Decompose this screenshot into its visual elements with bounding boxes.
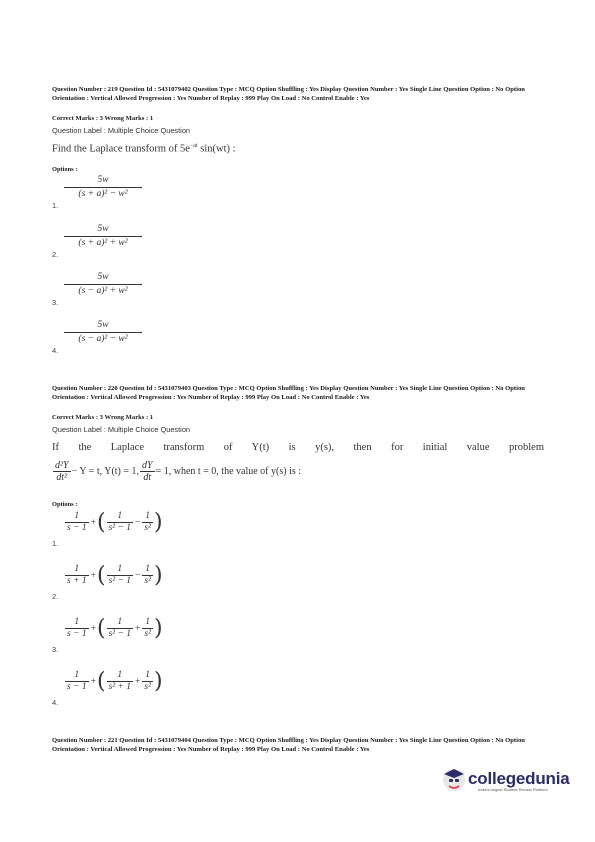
option-number: 3. [52, 645, 59, 654]
options-heading-219: Options : [52, 166, 78, 173]
question-text-219-sup: −at [189, 143, 198, 149]
option-expression: 1 s − 1 + ( 1 s² − 1 − 1 s² ) [67, 509, 163, 535]
term-a-den: s − 1 [67, 523, 87, 533]
term-a-den: s + 1 [67, 576, 87, 586]
brand-tagline: India's largest Student Review Platform [478, 787, 548, 792]
term-c-den: s² [144, 682, 151, 692]
numerator: 5w [97, 320, 109, 330]
option-number: 1. [52, 539, 59, 548]
option-number: 3. [52, 298, 59, 307]
option-fraction [64, 272, 142, 297]
second-derivative [53, 460, 71, 483]
question-text-220: If the Laplace transform of Y(t) is y(s), then for initial value problem [52, 442, 544, 453]
term-c-den: s² [144, 629, 151, 639]
term-b-num: 1 [117, 564, 123, 574]
option-fraction [64, 320, 142, 345]
option-expression: 1 s + 1 + ( 1 s² − 1 − 1 s² ) [67, 562, 163, 588]
term-b-den: s² − 1 [108, 523, 132, 533]
operator: − [135, 570, 141, 581]
term-b-den: s² − 1 [108, 629, 132, 639]
operator: + [135, 623, 141, 634]
term-c-num: 1 [145, 511, 151, 521]
term-a-num: 1 [74, 670, 80, 680]
numerator: 5w [97, 175, 109, 185]
term-a-num: 1 [74, 511, 80, 521]
option-fraction [64, 175, 142, 200]
question-meta-220: Question Number : 220 Question Id : 5431079403 Question Type : MCQ Option Shuffling : Yes Display Question Number : Yes Single Line Question Option : No Option Orientation : Vertical Allowed Progression : Yes Number of Replay : 999 Play On Load : No Control Enable : Yes [52, 385, 525, 401]
term-b-num: 1 [117, 511, 123, 521]
term-b-den: s² − 1 [108, 576, 132, 586]
question-label-220: Question Label : Multiple Choice Question [52, 425, 191, 434]
eq-middle: − Y = t, Y(t) = 1, [71, 466, 140, 477]
operator: − [135, 517, 141, 528]
denominator: (s − a)² − w² [78, 334, 128, 344]
term-c-den: s² [144, 576, 151, 586]
collegedunia-logo [440, 765, 570, 793]
question-text-219 [52, 143, 236, 155]
eq-numerator: d²Y [55, 460, 69, 471]
option-fraction [64, 224, 142, 249]
term-c-den: s² [144, 523, 151, 533]
question-meta-219: Question Number : 219 Question Id : 5431079402 Question Type : MCQ Option Shuffling : Yes Display Question Number : Yes Single Line Question Option : No Option Orientation : Vertical Allowed Progression : Yes Number of Replay : 999 Play On Load : No Control Enable : Yes [52, 86, 525, 102]
question-label-219: Question Label : Multiple Choice Question [52, 126, 191, 135]
question-meta-221: Question Number : 221 Question Id : 5431079404 Question Type : MCQ Option Shuffling : Yes Display Question Number : Yes Single Line Question Option : No Option Orientation : Vertical Allowed Progression : Yes Number of Replay : 999 Play On Load : No Control Enable : Yes [52, 737, 525, 753]
question-marks-219: Correct Marks : 3 Wrong Marks : 1 [52, 115, 154, 122]
term-a-num: 1 [74, 617, 80, 627]
question-text-219-main: Find the Laplace transform of 5e [52, 143, 190, 155]
option-number: 2. [52, 250, 59, 259]
numerator: 5w [97, 224, 109, 234]
option-number: 4. [52, 346, 59, 355]
term-c-num: 1 [145, 670, 151, 680]
term-c-num: 1 [145, 564, 151, 574]
option-number: 2. [52, 592, 59, 601]
term-b-num: 1 [117, 670, 123, 680]
term-b-num: 1 [117, 617, 123, 627]
term-a-den: s − 1 [67, 629, 87, 639]
question-text-219-tail: sin(wt) : [197, 143, 236, 155]
option-expression: 1 s − 1 + ( 1 s² + 1 + 1 s² ) [67, 668, 163, 694]
question-marks-220: Correct Marks : 3 Wrong Marks : 1 [52, 414, 154, 421]
operator: + [135, 676, 141, 687]
eq-denominator: dt [143, 472, 152, 483]
eq-denominator: dt² [56, 472, 68, 483]
option-expression: 1 s − 1 + ( 1 s² − 1 + 1 s² ) [67, 615, 163, 641]
option-number: 4. [52, 698, 59, 707]
term-c-num: 1 [145, 617, 151, 627]
mascot-icon [440, 765, 468, 793]
brand-name: collegedunia [468, 769, 570, 788]
eq-tail: = 1, when t = 0, the value of y(s) is : [155, 466, 302, 477]
term-b-den: s² + 1 [108, 682, 132, 692]
term-a-num: 1 [74, 564, 80, 574]
options-heading-220: Options : [52, 501, 78, 508]
eq-numerator: dY [142, 460, 153, 471]
option-number: 1. [52, 201, 59, 210]
term-a-den: s − 1 [67, 682, 87, 692]
denominator: (s + a)² − w² [78, 189, 128, 199]
first-derivative [140, 460, 155, 483]
denominator: (s + a)² + w² [78, 238, 128, 248]
question-equation-220 [52, 460, 301, 483]
numerator: 5w [97, 272, 109, 282]
denominator: (s − a)² + w² [78, 286, 128, 296]
